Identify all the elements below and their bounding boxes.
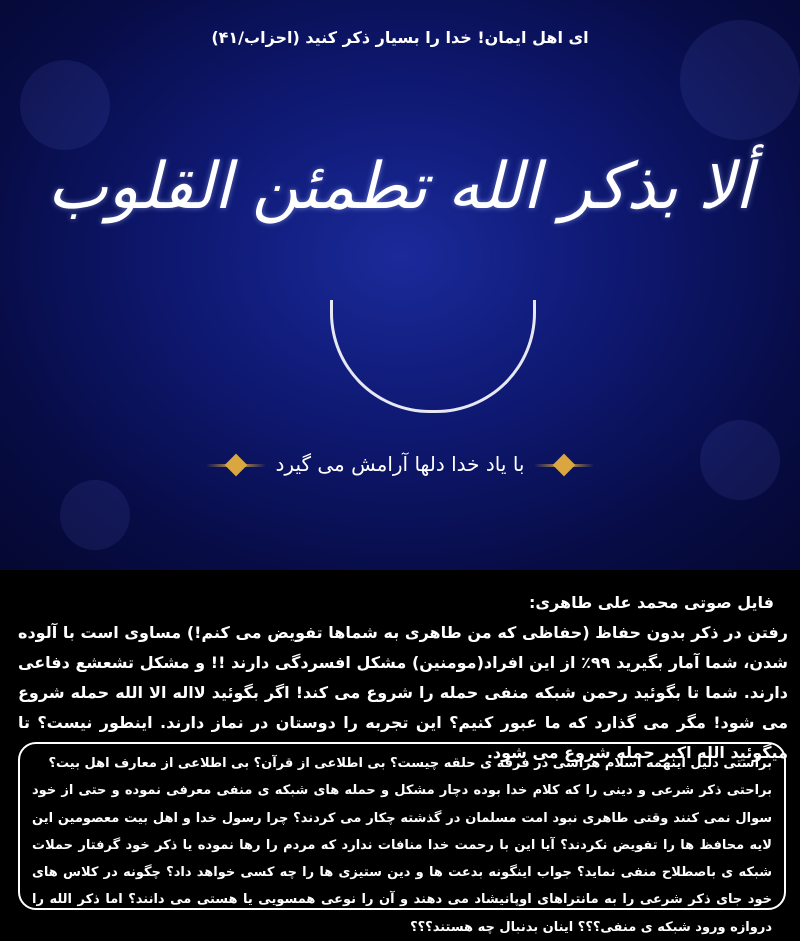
main-body: رفتن در ذکر بدون حفاظ (حفاظی که من طاهری به شماها تفویض می کنم!) مساوی است با آلوده شدن، شما آمار بگیرید ۹۹٪ از این افراد(مومنین) مشکل افسردگی دارند !! و مشکل تشعشع دفاعی دارند. شما تا بگوئید رحمن شبکه منفی حمله را شروع می کند! اگر بگوئید لااله الا الله حمله شروع می شود! مگر می گذارد که ما عبور کنیم؟ این تجربه را دوستان در نماز دارند. اینطور نیست؟ تا میگوئید الله اکبر حمله شروع می شود.: [18, 623, 788, 762]
calligraphy-swirl: [330, 300, 536, 413]
box-first-line: براستی دلیل اینهمه اسلام هراسی در فرقه ی حلقه چیست؟ بی اطلاعی از قرآن؟ بی اطلاعی از معارف اهل بیت؟: [48, 756, 772, 771]
tagline-text: با یاد خدا دلها آرامش می گیرد: [275, 452, 525, 476]
tagline: [0, 452, 800, 476]
ornament-icon: [206, 464, 266, 467]
main-text: [18, 588, 788, 768]
quran-verse-caption: ای اهل ایمان! خدا را بسیار ذکر کنید (احزاب/۴۱): [211, 28, 589, 47]
box-body: براحتی ذکر شرعی و دینی را که کلام خدا بوده دچار مشکل و حمله های شبکه ی منفی معرفی نموده و حتی از خود سوال نمی کنند وقتی طاهری نبود امت مسلمان در گذشته چکار می کردند؟ چرا رسول خدا و اهل بیت معصومین این لایه محافظ ها را تفویض نکردند؟ آیا این با رحمت خدا منافات ندارد که مردم را رها نموده یا ذکر خود گرفتار حملات شبکه ی باصطلاح منفی نماید؟ جواب اینگونه بدعت ها و دین ستیزی ها را چه کسی خواهد داد؟ چگونه در کلاس های خود جای ذکر شرعی را به مانتراهای اوپانیشاد می دهند و آن را نوعی همسویی یا هستی می دانند؟ اما ذکر الله را دروازه ورود شبکه ی منفی؟؟؟ اینان بدنبال چه هستند؟؟؟: [32, 783, 772, 935]
question-box: [18, 742, 786, 935]
bokeh-decoration: [60, 480, 130, 550]
bokeh-decoration: [20, 60, 110, 150]
ornament-icon: [534, 464, 594, 467]
main-heading: فایل صوتی محمد علی طاهری:: [529, 593, 774, 612]
calligraphy: ألا بذكر الله تطمئن القلوب: [47, 150, 753, 224]
